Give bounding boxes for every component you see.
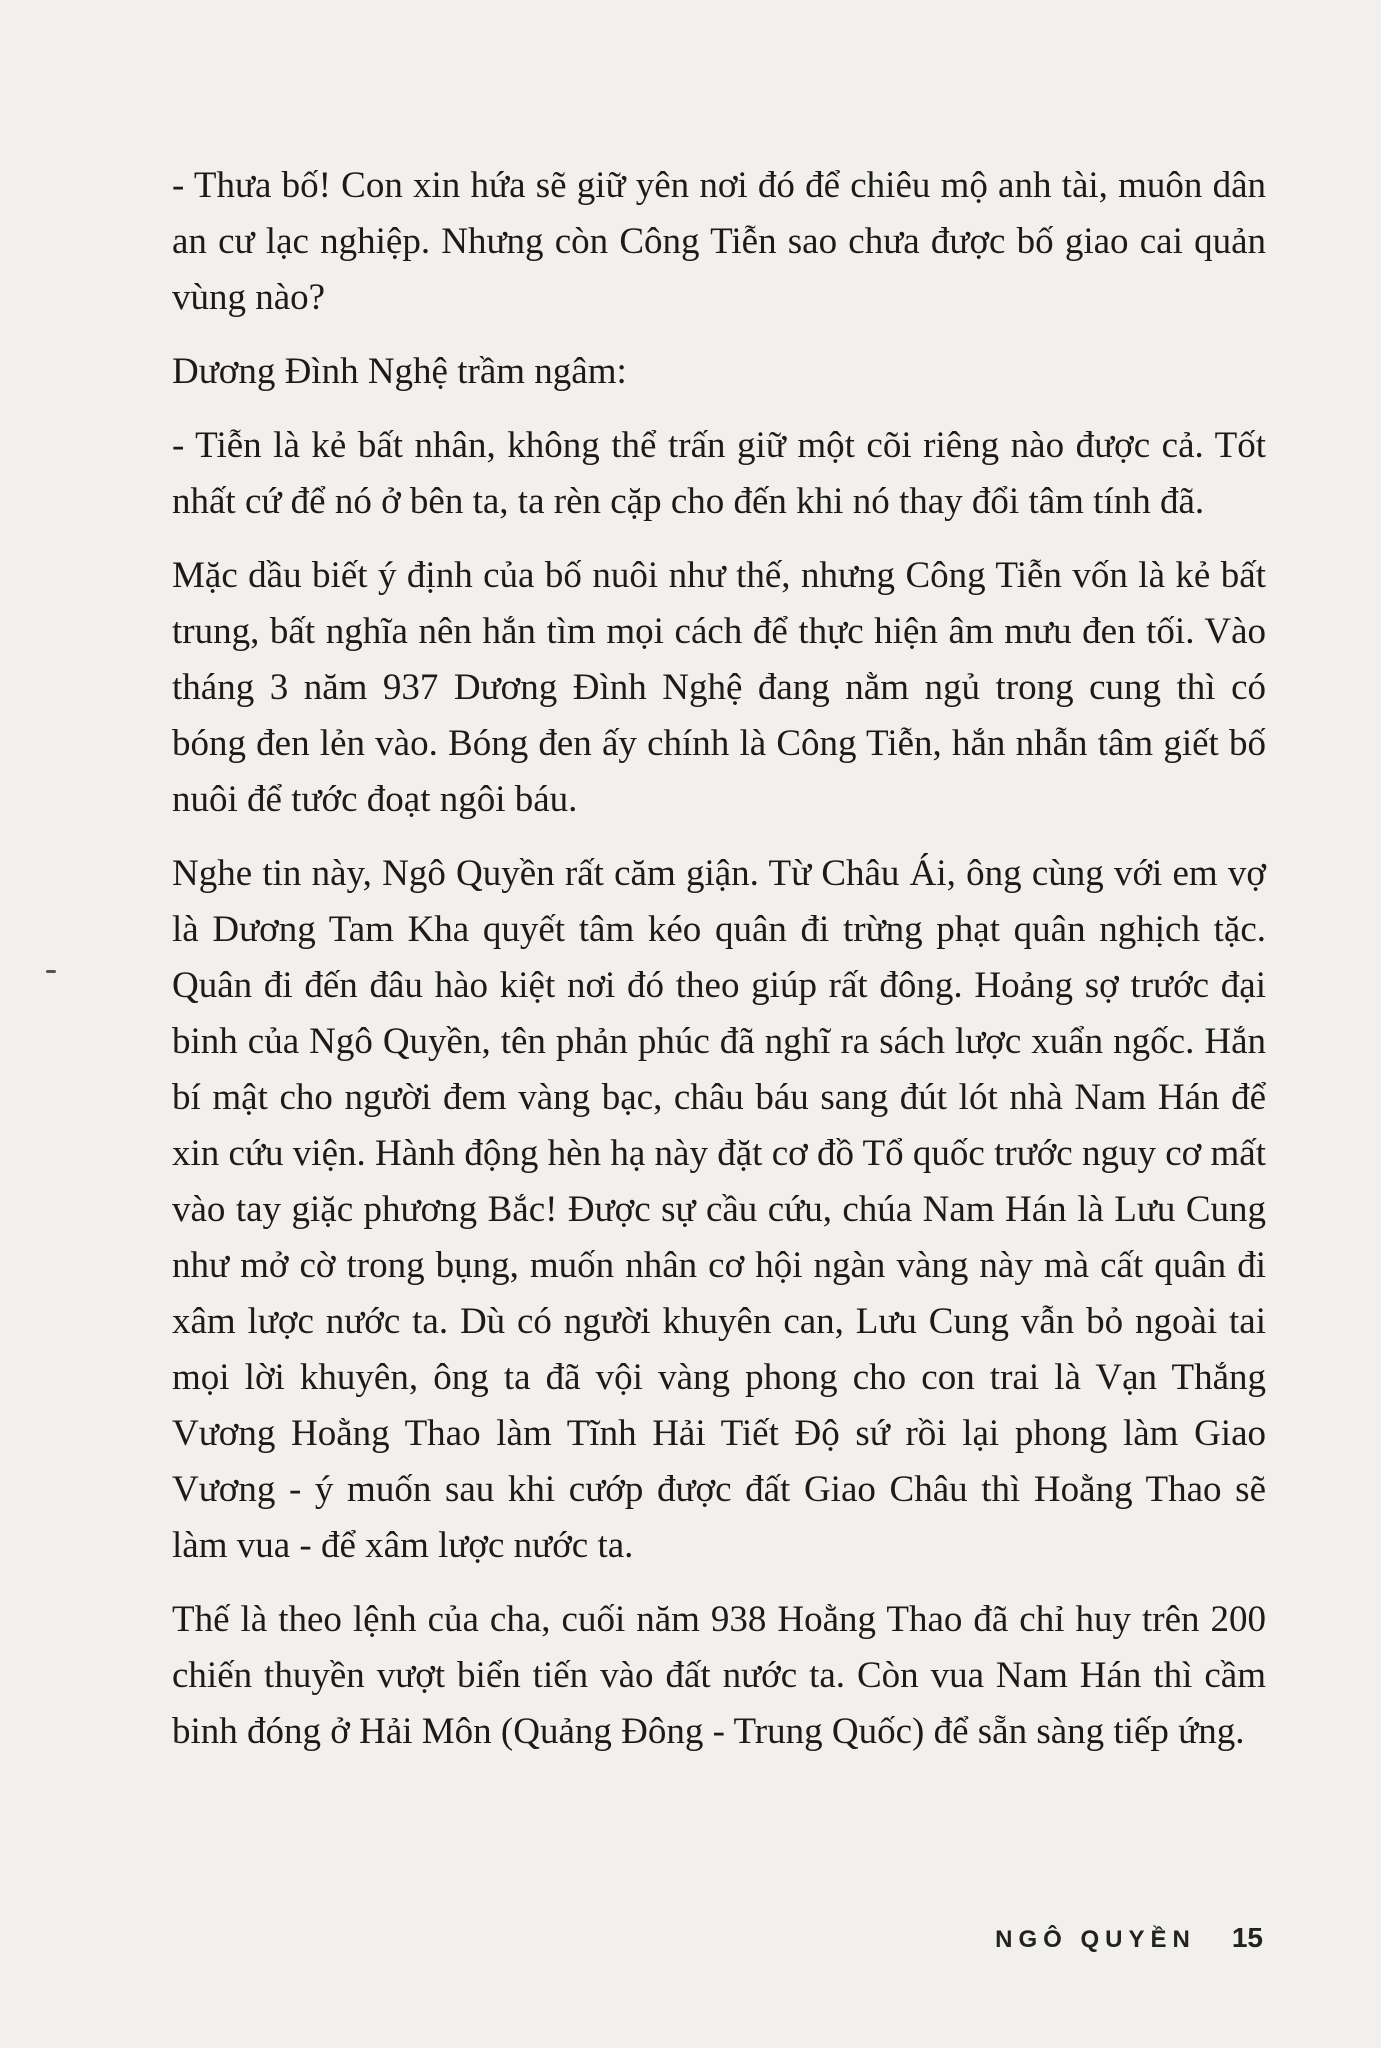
paragraph-6: Thế là theo lệnh của cha, cuối năm 938 Hoằng Thao đã chỉ huy trên 200 chiến thuyền vượt biển tiến vào đất nước ta. Còn vua Nam Hán thì cầm binh đóng ở Hải Môn (Quảng Đông - Trung Quốc) để sẵn sàng tiếp ứng. <box>172 1599 1266 1752</box>
paragraph-1: - Thưa bố! Con xin hứa sẽ giữ yên nơi đó để chiêu mộ anh tài, muôn dân an cư lạc nghiệp. Nhưng còn Công Tiễn sao chưa được bố giao cai quản vùng nào? <box>172 165 1266 318</box>
ink-smudge <box>46 970 56 973</box>
running-head: NGÔ QUYỀN <box>995 1926 1196 1953</box>
paragraph-3: - Tiễn là kẻ bất nhân, không thể trấn giữ một cõi riêng nào được cả. Tốt nhất cứ để nó ở bên ta, ta rèn cặp cho đến khi nó thay đổi tâm tính đã. <box>172 425 1266 522</box>
page-footer <box>995 1922 1263 1954</box>
paragraph-4: Mặc dầu biết ý định của bố nuôi như thế, nhưng Công Tiễn vốn là kẻ bất trung, bất nghĩa nên hắn tìm mọi cách để thực hiện âm mưu đen tối. Vào tháng 3 năm 937 Dương Đình Nghệ đang nằm ngủ trong cung thì có bóng đen lẻn vào. Bóng đen ấy chính là Công Tiễn, hắn nhẫn tâm giết bố nuôi để tước đoạt ngôi báu. <box>172 555 1266 820</box>
body-text <box>172 158 1266 1778</box>
paragraph-5: Nghe tin này, Ngô Quyền rất căm giận. Từ Châu Ái, ông cùng với em vợ là Dương Tam Kha quyết tâm kéo quân đi trừng phạt quân nghịch tặc. Quân đi đến đâu hào kiệt nơi đó theo giúp rất đông. Hoảng sợ trước đại binh của Ngô Quyền, tên phản phúc đã nghĩ ra sách lược xuẩn ngốc. Hắn bí mật cho người đem vàng bạc, châu báu sang đút lót nhà Nam Hán để xin cứu viện. Hành động hèn hạ này đặt cơ đồ Tổ quốc trước nguy cơ mất vào tay giặc phương Bắc! Được sự cầu cứu, chúa Nam Hán là Lưu Cung như mở cờ trong bụng, muốn nhân cơ hội ngàn vàng này mà cất quân đi xâm lược nước ta. Dù có người khuyên can, Lưu Cung vẫn bỏ ngoài tai mọi lời khuyên, ông ta đã vội vàng phong cho con trai là Vạn Thắng Vương Hoằng Thao làm Tĩnh Hải Tiết Độ sứ rồi lại phong làm Giao Vương - ý muốn sau khi cướp được đất Giao Châu thì Hoằng Thao sẽ làm vua - để xâm lược nước ta. <box>172 853 1266 1566</box>
paragraph-2: Dương Đình Nghệ trầm ngâm: <box>172 351 627 392</box>
page-number: 15 <box>1231 1922 1263 1953</box>
